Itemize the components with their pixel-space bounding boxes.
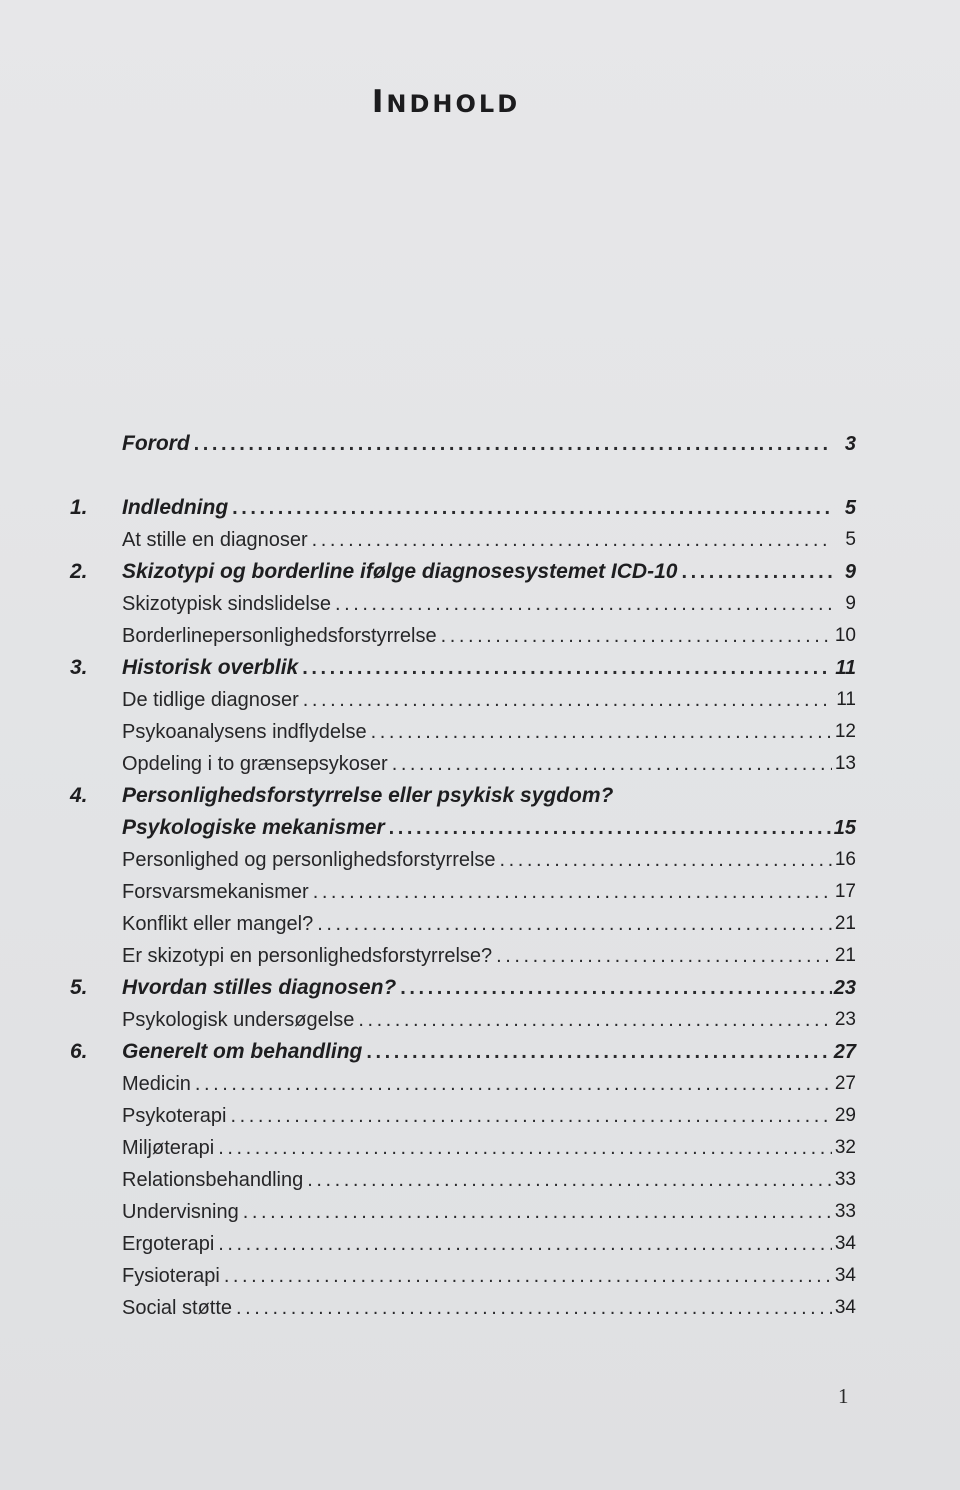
toc-entry-page: 34 xyxy=(834,1265,856,1286)
toc-entry-title: De tidlige diagnoser xyxy=(122,689,299,711)
toc-entry-page: 17 xyxy=(834,881,856,902)
toc-entry-number: 2. xyxy=(70,560,88,583)
toc-entry-page: 11 xyxy=(835,657,856,679)
toc-entry-title: Ergoterapi xyxy=(122,1233,215,1255)
toc-entry-title: Relationsbehandling xyxy=(122,1169,304,1191)
toc-entry-page: 10 xyxy=(834,625,856,646)
toc-section-entry xyxy=(70,844,856,876)
toc-entry-title: Undervisning xyxy=(122,1201,239,1223)
toc-entry-number: 5. xyxy=(70,976,88,999)
dot-leader xyxy=(317,908,832,940)
toc-entry-page: 9 xyxy=(845,593,856,614)
page-title-initial: I xyxy=(371,84,387,120)
dot-leader xyxy=(307,1164,832,1196)
table-of-contents xyxy=(70,428,856,1324)
toc-entry-number: 3. xyxy=(70,656,88,679)
toc-entry-number: 6. xyxy=(70,1040,88,1063)
dot-leader xyxy=(232,492,832,524)
toc-entry-page: 34 xyxy=(834,1233,856,1254)
toc-entry-title: Psykologiske mekanismer xyxy=(122,816,385,839)
dot-leader xyxy=(312,524,832,556)
dot-leader xyxy=(500,844,832,876)
toc-entry-title: Psykoanalysens indflydelse xyxy=(122,721,367,743)
dot-leader xyxy=(218,1228,832,1260)
toc-entry-title: Opdeling i to grænsepsykoser xyxy=(122,753,388,775)
toc-entry-title: Generelt om behandling xyxy=(122,1040,363,1063)
toc-chapter-entry xyxy=(70,556,856,588)
toc-section-entry xyxy=(70,620,856,652)
dot-leader xyxy=(335,588,832,620)
toc-entry-title: Personlighedsforstyrrelse eller psykisk sygdom? xyxy=(122,784,614,807)
toc-section-entry xyxy=(70,1260,856,1292)
dot-leader xyxy=(243,1196,832,1228)
dot-leader xyxy=(441,620,832,652)
toc-entry-title: Psykoterapi xyxy=(122,1105,227,1127)
toc-entry-title: Indledning xyxy=(122,496,229,519)
toc-section-entry xyxy=(70,940,856,972)
toc-section-entry xyxy=(70,1164,856,1196)
dot-leader xyxy=(236,1292,832,1324)
toc-chapter-entry xyxy=(70,1036,856,1068)
toc-section-entry xyxy=(70,524,856,556)
dot-leader xyxy=(218,1132,832,1164)
toc-entry-title: At stille en diagnoser xyxy=(122,529,308,551)
toc-entry-page: 13 xyxy=(834,753,856,774)
dot-leader xyxy=(389,812,832,844)
dot-leader xyxy=(303,684,832,716)
toc-entry-page: 23 xyxy=(833,977,856,999)
toc-entry-title: Konflikt eller mangel? xyxy=(122,913,314,935)
toc-entry-number: 1. xyxy=(70,496,88,519)
dot-leader xyxy=(231,1100,833,1132)
dot-leader xyxy=(371,716,832,748)
dot-leader xyxy=(400,972,832,1004)
dot-leader xyxy=(366,1036,831,1068)
toc-section-entry xyxy=(70,876,856,908)
toc-chapter-entry xyxy=(70,652,856,684)
toc-entry-page: 32 xyxy=(834,1137,856,1158)
toc-entry-page: 5 xyxy=(845,529,856,550)
toc-entry-title: Skizotypi og borderline ifølge diagnosesystemet ICD-10 xyxy=(122,560,678,583)
toc-entry-page: 27 xyxy=(833,1041,856,1063)
dot-leader xyxy=(681,556,832,588)
page-number: 1 xyxy=(838,1384,849,1408)
dot-leader xyxy=(496,940,832,972)
dot-leader xyxy=(358,1004,832,1036)
toc-section-entry xyxy=(70,716,856,748)
toc-entry-title: Medicin xyxy=(122,1073,191,1095)
toc-entry-title: Historisk overblik xyxy=(122,656,299,679)
toc-entry-page: 33 xyxy=(834,1169,856,1190)
toc-entry-page: 15 xyxy=(833,817,856,839)
toc-entry-page: 33 xyxy=(834,1201,856,1222)
toc-section-entry xyxy=(70,684,856,716)
toc-chapter-entry xyxy=(70,492,856,524)
toc-entry-page: 9 xyxy=(844,561,856,583)
toc-entry-title: Social støtte xyxy=(122,1297,233,1319)
toc-entry-title: Miljøterapi xyxy=(122,1137,215,1159)
page-title xyxy=(0,84,892,120)
toc-entry-page: 23 xyxy=(834,1009,856,1030)
dot-leader xyxy=(392,748,832,780)
toc-entry-page: 29 xyxy=(834,1105,856,1126)
toc-section-entry xyxy=(70,1068,856,1100)
page-title-rest: NDHOLD xyxy=(386,90,521,118)
toc-entry-title: Borderlinepersonlighedsforstyrrelse xyxy=(122,625,437,647)
toc-entry-number: 4. xyxy=(70,784,88,807)
dot-leader xyxy=(302,652,832,684)
toc-chapter-entry xyxy=(70,812,856,844)
toc-section-entry xyxy=(70,748,856,780)
toc-entry-title: Er skizotypi en personlighedsforstyrrelse? xyxy=(122,945,493,967)
toc-entry-page: 5 xyxy=(844,497,856,519)
toc-section-entry xyxy=(70,1292,856,1324)
toc-section-entry xyxy=(70,908,856,940)
toc-entry-page: 16 xyxy=(834,849,856,870)
toc-entry-page: 11 xyxy=(836,689,856,710)
toc-chapter-entry xyxy=(70,428,856,460)
toc-entry-title: Psykologisk undersøgelse xyxy=(122,1009,355,1031)
toc-entry-page: 21 xyxy=(834,913,856,934)
toc-chapter-entry xyxy=(70,972,856,1004)
toc-entry-title: Skizotypisk sindslidelse xyxy=(122,593,331,615)
toc-section-entry xyxy=(70,1196,856,1228)
dot-leader xyxy=(194,428,832,460)
toc-entry-title: Hvordan stilles diagnosen? xyxy=(122,976,397,999)
toc-entry-title: Forsvarsmekanismer xyxy=(122,881,309,903)
toc-section-entry xyxy=(70,1132,856,1164)
dot-leader xyxy=(195,1068,832,1100)
toc-entry-title: Forord xyxy=(122,432,190,455)
toc-entry-page: 21 xyxy=(834,945,856,966)
toc-entry-title: Fysioterapi xyxy=(122,1265,220,1287)
toc-entry-title: Personlighed og personlighedsforstyrrelse xyxy=(122,849,496,871)
toc-entry-page: 34 xyxy=(834,1297,856,1318)
dot-leader xyxy=(313,876,832,908)
dot-leader xyxy=(224,1260,832,1292)
toc-section-entry xyxy=(70,1100,856,1132)
toc-section-entry xyxy=(70,588,856,620)
toc-entry-page: 3 xyxy=(844,433,856,455)
toc-entry-page: 27 xyxy=(834,1073,856,1094)
toc-section-entry xyxy=(70,1228,856,1260)
toc-entry-page: 12 xyxy=(834,721,856,742)
toc-chapter-entry xyxy=(70,780,856,812)
toc-section-entry xyxy=(70,1004,856,1036)
